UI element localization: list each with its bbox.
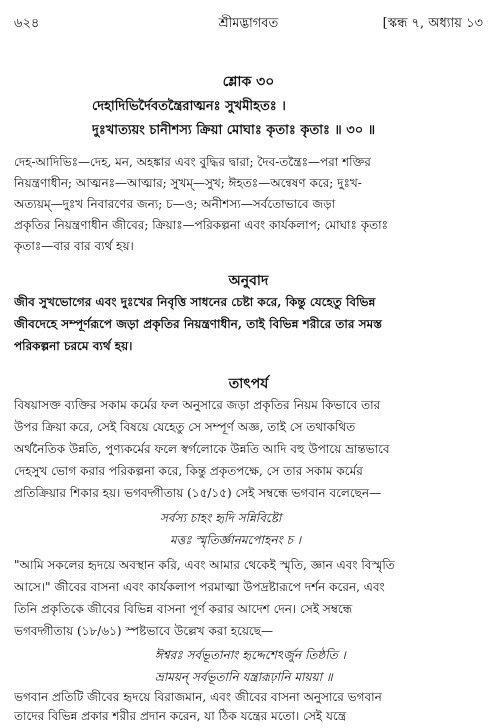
- running-header: [14, 14, 483, 36]
- translation-line: জীব সুখভোগের এবং দুঃখের নিবৃত্তি সাধনের চেষ্টা করে, কিন্তু যেহেতু বিভিন্ন: [14, 295, 376, 309]
- purport-line: ভগবান প্রতিটি জীবের হৃদয়ে বিরাজমান, এবং জীবের বাসনা অনুসারে ভগবান: [14, 690, 382, 704]
- purport-line: তিনি প্রকৃতিকে জীবের বিভিন্ন বাসনা পূর্ণ করার আদেশ দেন। সেই সম্বন্ধে: [14, 602, 353, 616]
- purport-quote-line: ভ্রাময়ন্ সর্বভূতানি যন্ত্রারূঢ়ানি মায়য়া ॥: [155, 670, 333, 684]
- synonyms-line: নিয়ন্ত্রণাধীন; আত্মনঃ—আত্মার; সুখম্—সুখ; ঈহতঃ—অন্বেষণ করে; দুঃখ-: [14, 176, 362, 190]
- purport-line: প্রতিক্রিয়ার শিকার হয়। ভগবদ্গীতায় (১৫/১৫) সেই সম্বন্ধে ভগবান বলেছেন—: [14, 486, 382, 500]
- purport-line: "আমি সকলের হৃদয়ে অবস্থান করি, এবং আমার থেকেই স্মৃতি, জ্ঞান এবং বিস্মৃতি: [14, 558, 395, 572]
- synonyms-line: প্রকৃতির নিয়ন্ত্রণাধীন জীবের; ক্রিয়াঃ—পরিকল্পনা এবং কার্যকলাপ; মোঘাঃ কৃতাঃ: [14, 218, 389, 232]
- verse-heading: শ্লোক ৩০: [222, 74, 275, 90]
- synonyms-line: অত্যয়ম্—দুঃখ নিবারণের জন্য; চ—ও; অনীশস্য—সর্বতোভাবে জড়া: [14, 197, 336, 211]
- translation-line: পরিকল্পনা চরমে ব্যর্থ হয়।: [14, 339, 133, 353]
- purport-line: দেহসুখ ভোগ করার পরিকল্পনা করে, কিন্তু প্রকৃতপক্ষে, সে তার সকাম কর্মের: [14, 464, 363, 478]
- purport-line: আসে।" জীবের বাসনা এবং কার্যকলাপ পরমাত্মা উপদ্রষ্টারূপে দর্শন করেন, এবং: [14, 580, 385, 594]
- purport-line: বিষয়াসক্ত ব্যক্তির সকাম কর্মের ফল অনুসারে জড়া প্রকৃতির নিয়ম কিভাবে তার: [14, 398, 381, 412]
- verse-line-2: দুঃখাত্যয়ং চানীশস্য ক্রিয়া মোঘাঃ কৃতাঃ কৃতাঃ ॥ ৩০ ॥: [92, 123, 376, 138]
- purport-quote-line: সর্বস্য চাহং হৃদি সন্নিবিষ্টো: [160, 511, 282, 525]
- purport-line: অর্থনৈতিক উন্নতি, পুণ্যকর্মের ফলে স্বর্গলোকে উন্নতি আদি বহু উপায়ে ভ্রান্তভাবে: [14, 442, 390, 456]
- purport-line: তাদের বিভিন্ন প্রকার শরীর প্রদান করেন, যা ঠিক যন্ত্রের মতো। সেই যন্ত্রে: [14, 709, 347, 723]
- synonyms-line: দেহ-আদিভিঃ—দেহ, মন, অহঙ্কার এবং বুদ্ধির দ্বারা; দৈব-তন্ত্রৈঃ—পরা শক্তির: [14, 155, 371, 169]
- purport-quote-line: মত্তঃ স্মৃতির্জ্ঞানমপোহনং চ ।: [170, 533, 302, 547]
- synonyms-line: কৃতাঃ—বার বার ব্যর্থ হয়।: [14, 239, 134, 253]
- chapter-reference: [স্কন্ধ ৭, অধ্যায় ১৩: [382, 16, 483, 31]
- translation-line: জীবদেহে সম্পূর্ণরূপে জড়া প্রকৃতির নিয়ন্ত্রণাধীন, তাই বিভিন্ন শরীরে তার সমস্ত: [14, 317, 382, 331]
- book-title: শ্রীমদ্ভাগবত: [218, 16, 279, 31]
- purport-heading: তাৎপর্য: [228, 376, 269, 392]
- page-number: ৬২৪: [14, 16, 40, 31]
- purport-quote-line: ঈশ্বরঃ সর্বভূতানাং হৃদ্দেশেঽর্জুন তিষ্ঠতি ।: [155, 648, 346, 662]
- purport-line: উপর ক্রিয়া করে, সেই বিষয়ে যেহেতু সে সম্পূর্ণ অজ্ঞ, তাই সে তথাকথিত: [14, 420, 356, 434]
- purport-line: ভগবদ্গীতায় (১৮/৬১) স্পষ্টভাবে উল্লেখ করা হয়েছে—: [14, 624, 274, 638]
- verse-line-1: দেহাদিভির্দৈবতন্ত্রৈরাত্মনঃ সুখমীহতঃ ।: [92, 99, 286, 114]
- translation-heading: অনুবাদ: [228, 273, 269, 289]
